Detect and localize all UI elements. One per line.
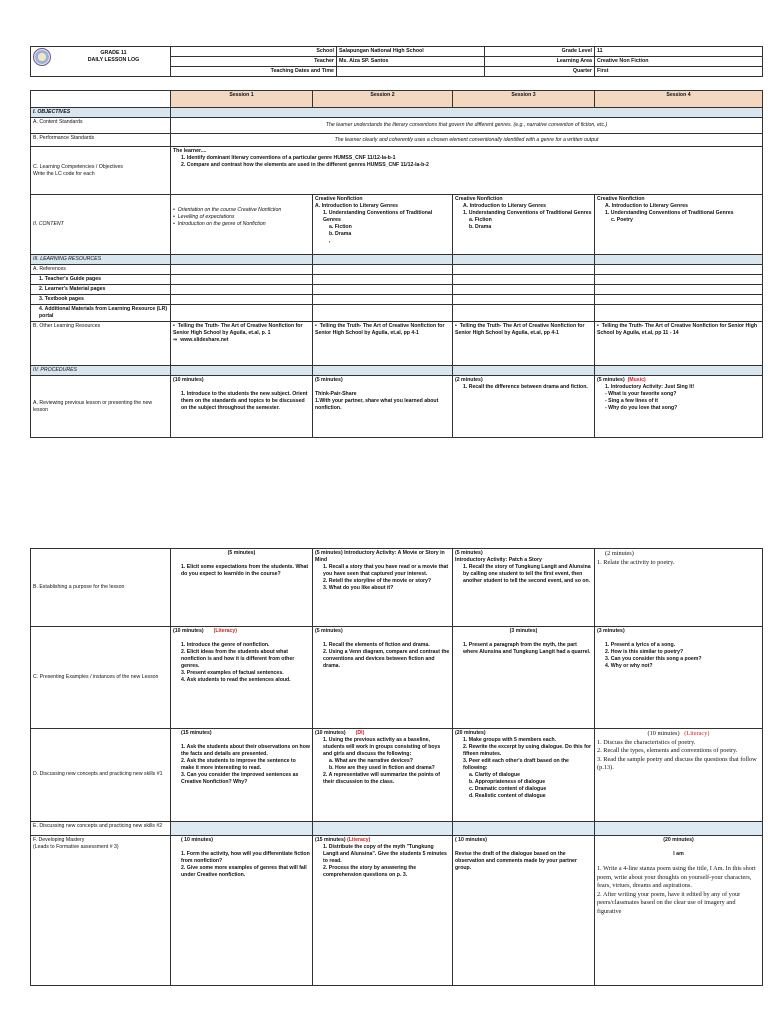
time-note: (2 minutes) bbox=[605, 550, 634, 557]
procedure-b-label: B. Establishing a purpose for the lesson bbox=[31, 549, 171, 627]
procedure-a-session-1 bbox=[171, 376, 313, 438]
procedure-text: 1. Recall the elements of fiction and drama. bbox=[323, 642, 430, 649]
lesson-table-top bbox=[30, 90, 762, 438]
session-3-header: Session 3 bbox=[453, 91, 595, 108]
lesson-table-bottom bbox=[30, 548, 762, 986]
procedure-text: d. Realistic content of dialogue bbox=[469, 793, 546, 800]
performance-standards-label: B. Performance Standards bbox=[31, 134, 171, 147]
dates-value bbox=[337, 67, 485, 77]
resource-s2: Telling the Truth- The Art of Creative Nonfiction for Senior High School by Aguila, et.al, pp 4-1 bbox=[315, 323, 445, 337]
content-s2-title: Creative Nonfiction bbox=[315, 196, 363, 203]
procedure-text: 1. Recall the story of Tungkung Langit and Alunsina by calling one student to tell the first event, then another student to tell the second event, and so on. bbox=[463, 564, 591, 585]
content-s2-item: A. Introduction to Literary Genres bbox=[315, 203, 399, 210]
time-note: (5 minutes) Introductory Activity: A Movie or Story in Mind bbox=[315, 550, 445, 564]
time-note: (3 minutes) bbox=[597, 628, 625, 634]
competencies-label: C. Learning Competencies / Objectives Write the LC code for each bbox=[31, 147, 171, 195]
procedure-a-session-3 bbox=[453, 376, 595, 438]
other-resources-label: B. Other Learning Resources bbox=[31, 322, 171, 366]
content-s1-item: • Introduction on the genre of Nonfiction bbox=[173, 221, 266, 228]
procedure-text: 2. Ask the students to improve the sentence to make it more interesting to read. bbox=[181, 758, 296, 772]
content-s1-item: • Orientation on the course Creative Nonfiction bbox=[173, 207, 282, 214]
procedure-text: 2. Elicit ideas from the students about what nonfiction is and how it is different from other genres. bbox=[181, 649, 295, 670]
resources-session-3: • Telling the Truth- The Art of Creative Nonfiction for Senior High School by Aguila, et.al, pp 4-1 bbox=[453, 322, 595, 366]
time-note: (2 minutes) bbox=[455, 377, 483, 384]
procedure-c-session-4 bbox=[595, 627, 763, 729]
performance-standards-text: The learner clearly and coherently uses a chosen element conventionally identified with a genre for a written output bbox=[171, 134, 763, 147]
procedure-text: 4. Why or why not? bbox=[605, 663, 653, 670]
teacher-label: Teacher bbox=[171, 57, 337, 67]
procedure-text: a. Clarity of dialogue bbox=[469, 772, 521, 779]
learning-area-label: Learning Area bbox=[485, 57, 595, 67]
time-note: (15 minutes) bbox=[181, 730, 212, 736]
resources-session-2: • Telling the Truth- The Art of Creative Nonfiction for Senior High School by Aguila, et.al, pp 4-1 bbox=[313, 322, 453, 366]
tag-di: (DI) bbox=[355, 730, 365, 736]
time-note: ( 10 minutes) bbox=[455, 837, 487, 843]
procedure-c-label: C. Presenting Examples / instances of the new Lesson bbox=[31, 627, 171, 729]
procedure-f-label: F. Developing Mastery (Leads to Formative assessment # 3) bbox=[31, 836, 171, 986]
procedure-text: 2. Recall the types, elements and conventions of poetry. bbox=[597, 747, 738, 754]
procedure-text: 1. Recall a story that you have read or a movie that you have seen that captured your interest. bbox=[323, 564, 449, 578]
time-note: (10 minutes) bbox=[315, 730, 346, 736]
procedure-a-label: A. Reviewing previous lesson or presenting the new lesson bbox=[31, 376, 171, 438]
procedure-text: 1. Introduce the genre of nonfiction. bbox=[181, 642, 270, 649]
procedure-text: 3. What do you like about it? bbox=[323, 585, 394, 592]
content-s3-item: a. Fiction bbox=[469, 217, 492, 224]
procedure-text: a. What are the narrative devices? bbox=[329, 758, 413, 765]
time-note: (5 minutes) bbox=[597, 377, 625, 384]
content-session-1 bbox=[171, 195, 313, 255]
procedure-text: 1. Recall the difference between drama and fiction. bbox=[463, 384, 588, 391]
content-s3-item: b. Drama bbox=[469, 224, 492, 231]
procedure-text: 2. Process the story by answering the comprehension questions on p. 3. bbox=[323, 865, 417, 879]
procedure-d-session-3 bbox=[453, 729, 595, 822]
procedures-band bbox=[453, 366, 595, 376]
session-1-header: Session 1 bbox=[171, 91, 313, 108]
procedure-text: 1.With your partner, share what you learned about nonfiction. bbox=[315, 398, 439, 412]
procedure-text: 3. Present examples of factual sentences. bbox=[181, 670, 284, 677]
procedure-text: 1. Elicit some expectations from the students. What do you expect to learn/do in the course? bbox=[181, 564, 309, 578]
procedure-text: 3. Can you consider the improved sentences as Creative Nonfiction? Why? bbox=[181, 772, 299, 786]
procedure-b-session-1 bbox=[171, 549, 313, 627]
content-s4-title: Creative Nonfiction bbox=[597, 196, 645, 203]
procedure-e-label: E. Discussing new concepts and practicing new skills #2 bbox=[31, 822, 171, 836]
session-2-header: Session 2 bbox=[313, 91, 453, 108]
procedure-a-session-2 bbox=[313, 376, 453, 438]
procedure-c-session-2 bbox=[313, 627, 453, 729]
procedure-text: 2. Give some more examples of genres that will fall under Creative nonfiction. bbox=[181, 865, 307, 879]
procedure-text: 1. Write a 4-line stanza poem using the title, I Am. In this short poem, write about your thoughts on yourself-your characters, fears, virtues, dreams and aspirations. bbox=[597, 865, 756, 890]
competencies-intro: The learner.... bbox=[173, 148, 207, 155]
procedure-c-session-1 bbox=[171, 627, 313, 729]
procedures-band bbox=[171, 366, 313, 376]
resources-session-1 bbox=[171, 322, 313, 366]
content-standards-label: A. Content Standards bbox=[31, 118, 171, 134]
procedure-text: 3. Can you consider this song a poem? bbox=[605, 656, 702, 663]
content-s1-item: • Levelling of expectations bbox=[173, 214, 235, 221]
procedure-text: 1. Introduce to the students the new subject. Orient them on the standards and topics to be discussed on the subject throughout the semester. bbox=[181, 391, 308, 412]
header-block bbox=[30, 46, 762, 77]
objectives-band bbox=[171, 108, 763, 118]
time-note: (10 minutes) bbox=[647, 730, 680, 737]
content-s3-item: A. Introduction to Literary Genres bbox=[463, 203, 547, 210]
objectives-label: I. OBJECTIVES bbox=[31, 108, 171, 118]
quarter-value: First bbox=[595, 67, 763, 77]
log-title: DAILY LESSON LOG bbox=[87, 57, 140, 64]
procedure-text: 3. Peer edit each other's draft based on the following: bbox=[463, 758, 569, 772]
content-s4-item: A. Introduction to Literary Genres bbox=[605, 203, 689, 210]
logo-cell bbox=[31, 47, 171, 77]
resources-band bbox=[453, 255, 595, 265]
time-note: (5 minutes) bbox=[315, 628, 343, 634]
procedure-text: 2. After writing your poem, have it edited by any of your peers/classmates based on the clear use of imagery and figurative bbox=[597, 890, 741, 915]
corner-cell bbox=[31, 91, 171, 108]
resources-band bbox=[595, 255, 763, 265]
content-s4-item: c. Poetry bbox=[611, 217, 633, 224]
session-4-header: Session 4 bbox=[595, 91, 763, 108]
procedure-text: - What is your favorite song? bbox=[605, 391, 677, 398]
textbook-label: 3. Textbook pages bbox=[31, 295, 171, 305]
tag-literacy: (Literacy) bbox=[684, 730, 710, 737]
procedure-c-session-3 bbox=[453, 627, 595, 729]
resource-s3: Telling the Truth- The Art of Creative Nonfiction for Senior High School by Aguila, et.al, pp 4-1 bbox=[455, 323, 585, 337]
procedure-b-session-3 bbox=[453, 549, 595, 627]
procedure-text: 1. Distribute the copy of the myth "Tungkung Langit and Alunsina". Give the students 5 minutes to read. bbox=[323, 844, 447, 865]
competency-2: 2. Compare and contrast how the elements are used in the different genres HUMSS_CNF 11/12-Ia-b-2 bbox=[181, 162, 429, 169]
learning-area-value: Creative Non Fiction bbox=[595, 57, 763, 67]
time-note: (5 minutes) bbox=[455, 550, 483, 556]
content-s4-item: 1. Understanding Conventions of Traditional Genres bbox=[605, 210, 734, 217]
procedure-text: Revise the draft of the dialogue based on the observation and comments made by your partner group. bbox=[455, 851, 577, 872]
procedure-a-session-4 bbox=[595, 376, 763, 438]
procedure-f-session-2 bbox=[313, 836, 453, 986]
content-s2-item: , bbox=[329, 238, 331, 245]
resources-band bbox=[313, 255, 453, 265]
resources-band bbox=[171, 255, 313, 265]
teachers-guide-label: 1. Teacher's Guide pages bbox=[31, 275, 171, 285]
time-note: (5 minutes) bbox=[315, 377, 343, 384]
procedure-text: 2. Rewrite the excerpt by using dialogue. Do this for fifteen minutes. bbox=[463, 744, 591, 758]
procedure-f-session-3 bbox=[453, 836, 595, 986]
procedure-text: 1. Present a paragraph from the myth, the part where Alunsina and Tungkung Langit had a quarrel. bbox=[463, 642, 591, 656]
time-note: ( 10 minutes) bbox=[181, 837, 213, 843]
procedure-text: b. How are they used in fiction and drama? bbox=[329, 765, 435, 772]
content-s2-item: b. Drama bbox=[329, 231, 352, 238]
procedure-text: 1. Discuss the characteristics of poetry. bbox=[597, 738, 696, 746]
procedure-f-session-1 bbox=[171, 836, 313, 986]
grade-title: GRADE 11 bbox=[100, 50, 127, 56]
procedure-text: b. Appropriateness of dialogue bbox=[469, 779, 546, 786]
procedures-band bbox=[595, 366, 763, 376]
procedure-b-session-4 bbox=[595, 549, 763, 627]
content-s2-item: 1. Understanding Conventions of Traditional Genres bbox=[323, 210, 433, 224]
competency-1: 1. Identify dominant literary conventions of a particular genre HUMSS_CNF 11/12-Ia-b-1 bbox=[181, 155, 396, 162]
procedure-text: 2. Retell the storyline of the movie or story? bbox=[323, 578, 432, 585]
content-standards-text: The learner understands the literary conventions that govern the different genres. (e.g., narrative convention of fiction, etc.) bbox=[171, 118, 763, 134]
competencies-text bbox=[171, 147, 763, 195]
time-note: (15 minutes) bbox=[315, 837, 346, 843]
time-note: (20 minutes) bbox=[663, 837, 694, 843]
procedure-text: 4. Ask students to read the sentences aloud. bbox=[181, 677, 291, 684]
content-session-3 bbox=[453, 195, 595, 255]
procedure-text: 2. Using a Venn diagram, compare and contrast the conventions and devices between fiction and drama. bbox=[323, 649, 450, 670]
dates-label: Teaching Dates and Time bbox=[171, 67, 337, 77]
teacher-value: Ms. Aiza SP. Santos bbox=[337, 57, 485, 67]
procedures-label: IV. PROCEDURES bbox=[31, 366, 171, 376]
slideshare-link[interactable]: ⇒ www.slideshare.net bbox=[173, 337, 229, 344]
procedure-text: 2. How is this similar to poetry? bbox=[605, 649, 684, 656]
additional-materials-label: 4. Additional Materials from Learning Resource (LR) portal bbox=[31, 305, 171, 322]
tag-literacy: (Literacy) bbox=[213, 628, 238, 634]
resources-label: III. LEARNING RESOURCES bbox=[31, 255, 171, 265]
resource-s4: Telling the Truth- The Art of Creative Nonfiction for Senior High School by Aguila, et.al, pp 11 - 14 bbox=[597, 323, 758, 337]
procedures-band bbox=[313, 366, 453, 376]
resources-session-4: • Telling the Truth- The Art of Creative Nonfiction for Senior High School by Aguila, et.al, pp 11 - 14 bbox=[595, 322, 763, 366]
school-value: Salapungan National High School bbox=[337, 47, 485, 57]
procedure-d-session-2 bbox=[313, 729, 453, 822]
procedure-text: 1. Ask the students about their observations on how the facts and details are presented. bbox=[181, 744, 310, 758]
procedure-text: - Sing a few lines of it bbox=[605, 398, 659, 405]
content-s3-title: Creative Nonfiction bbox=[455, 196, 503, 203]
quarter-label: Quarter bbox=[485, 67, 595, 77]
poem-title: I am bbox=[673, 851, 684, 858]
school-label: School bbox=[171, 47, 337, 57]
procedure-d-session-4 bbox=[595, 729, 763, 822]
content-s2-item: a. Fiction bbox=[329, 224, 352, 231]
procedure-text: 1. Make groups with 5 members each. bbox=[463, 737, 557, 744]
grade-level-label: Grade Level bbox=[485, 47, 595, 57]
time-note: (20 minutes) bbox=[455, 730, 486, 736]
procedure-d-label: D. Discussing new concepts and practicing new skills #1 bbox=[31, 729, 171, 822]
time-note: (10 minutes) bbox=[173, 377, 204, 384]
content-s3-item: 1. Understanding Conventions of Traditional Genres bbox=[463, 210, 592, 217]
time-note: (5 minutes) bbox=[227, 550, 256, 556]
procedure-text: 1. Present a lyrics of a song. bbox=[605, 642, 676, 649]
procedure-text: Think-Pair-Share bbox=[315, 391, 357, 398]
tag-music: (Music) bbox=[627, 377, 646, 384]
procedure-text: 1. Using the previous activity as a baseline, students will work in groups consisting of boys and girls and discuss the following: bbox=[323, 737, 441, 758]
procedure-text: 3. Read the sample poetry and discuss the questions that follow (p.13). bbox=[597, 755, 757, 771]
procedure-text: 1. Relate the activity to poetry. bbox=[597, 558, 675, 566]
content-session-2 bbox=[313, 195, 453, 255]
procedure-text: 1. Form the activity, how will you differentiate fiction from nonfiction? bbox=[181, 851, 310, 865]
time-note: (10 minutes) bbox=[173, 628, 204, 634]
references-label: A. References bbox=[31, 265, 171, 275]
procedure-text: c. Dramatic content of dialogue bbox=[469, 786, 547, 793]
procedure-text: Introductory Activity: Patch a Story bbox=[455, 557, 542, 564]
time-note: (3 minutes) bbox=[509, 628, 538, 634]
procedure-text: - Why do you love that song? bbox=[605, 405, 678, 412]
content-session-4 bbox=[595, 195, 763, 255]
procedure-text: 2. A representative will summarize the points of their discussion to the class. bbox=[323, 772, 440, 786]
content-label: II. CONTENT bbox=[31, 195, 171, 255]
procedure-text: 1. Introductory Activity: Just Sing It! bbox=[605, 384, 695, 391]
resource-s1: • Telling the Truth- The Art of Creative Nonfiction for Senior High School by Aguila, et.al, p. 1 bbox=[173, 323, 303, 337]
procedure-f-session-4 bbox=[595, 836, 763, 986]
procedure-b-session-2 bbox=[313, 549, 453, 627]
learners-material-label: 2. Learner's Material pages bbox=[31, 285, 171, 295]
grade-level-value: 11 bbox=[595, 47, 763, 57]
procedure-d-session-1 bbox=[171, 729, 313, 822]
deped-seal-icon bbox=[33, 48, 51, 66]
tag-literacy: (Literacy) bbox=[347, 837, 371, 843]
